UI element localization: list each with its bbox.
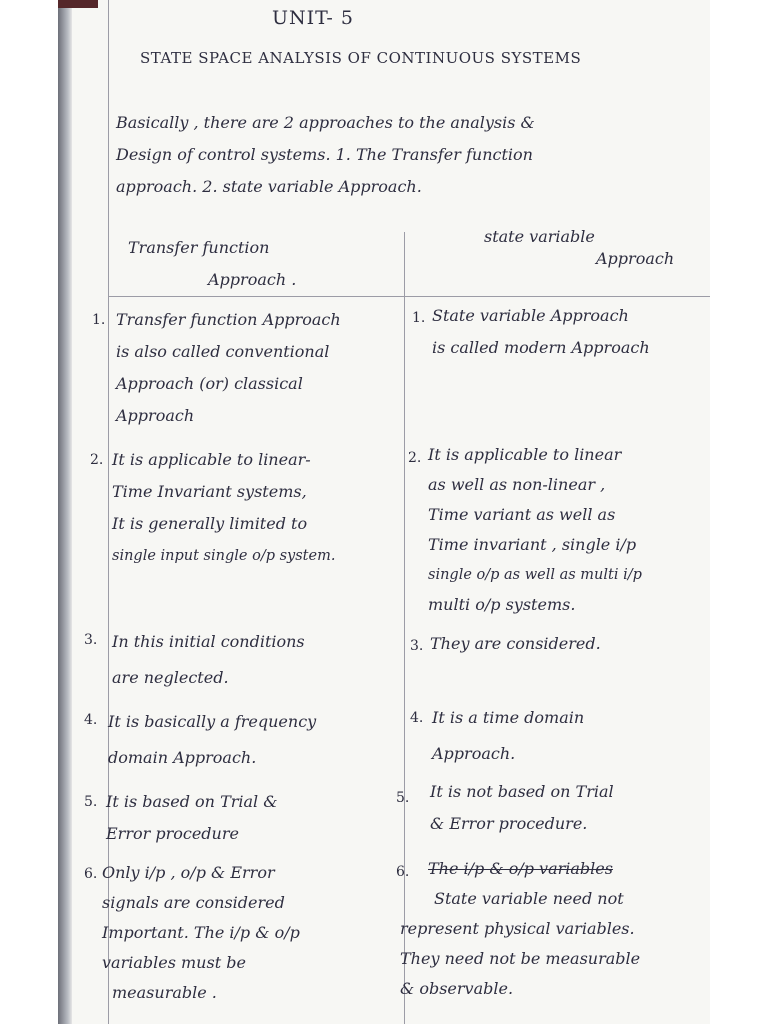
right-cell (430, 776, 614, 840)
intro-line: approach. 2. state variable Approach. (116, 177, 422, 196)
right-cell (432, 300, 650, 364)
intro-line: Design of control systems. 1. The Transfer function (116, 145, 533, 164)
cell-line: single input single o/p system. (112, 548, 336, 564)
page-corner-shadow (58, 0, 98, 8)
cell-line: It is not based on Trial (430, 782, 614, 801)
cell-line: domain Approach. (108, 748, 257, 767)
right-cell (428, 440, 642, 620)
cell-line: It is a time domain (432, 708, 585, 727)
cell-line: State variable need not (434, 889, 624, 908)
cell-line: is called modern Approach (432, 338, 650, 357)
row-number: 6. (84, 866, 98, 882)
right-cell (400, 854, 640, 1004)
cell-line: Approach (or) classical (116, 374, 303, 393)
cell-line: & Error procedure. (430, 814, 588, 833)
row-number: 4. (410, 710, 424, 726)
intro-paragraph (116, 106, 535, 202)
row-number: 2. (408, 450, 422, 466)
cell-line: & observable. (400, 979, 514, 998)
cell-line: Error procedure (106, 824, 239, 843)
row-number: 5. (396, 790, 410, 806)
cell-line: Important. The i/p & o/p (102, 923, 300, 942)
right-cell (430, 628, 601, 660)
cell-line: measurable . (112, 983, 217, 1002)
cell-line: In this initial conditions (112, 632, 305, 651)
header-line: Approach (596, 249, 675, 268)
row-number: 1. (412, 310, 426, 326)
header-line: Approach . (208, 270, 297, 289)
row-number: 2. (90, 452, 104, 468)
cell-line: Time variant as well as (428, 505, 616, 524)
cell-line: It is basically a frequency (108, 712, 317, 731)
cell-line: It is applicable to linear (428, 445, 622, 464)
left-cell (108, 704, 316, 776)
row-number: 4. (84, 712, 98, 728)
left-cell (116, 304, 341, 432)
cell-line: They need not be measurable (400, 949, 641, 968)
cell-line: They are considered. (430, 634, 601, 653)
cell-line: represent physical variables. (400, 919, 635, 938)
cell-line: It is generally limited to (112, 514, 308, 533)
cell-line: It is applicable to linear- (112, 450, 311, 469)
cell-line: multi o/p systems. (428, 595, 576, 614)
cell-line: is also called conventional (116, 342, 330, 361)
row-number: 6. (396, 864, 410, 880)
row-number: 5. (84, 794, 98, 810)
left-cell (112, 624, 305, 696)
left-cell (106, 786, 277, 850)
cell-line: Approach. (432, 744, 516, 763)
cell-line: Only i/p , o/p & Error (102, 863, 275, 882)
left-column-header (128, 232, 296, 296)
cell-line: as well as non-linear , (428, 475, 606, 494)
chapter-title: STATE SPACE ANALYSIS OF CONTINUOUS SYSTEMS (140, 49, 582, 67)
header-line: state variable (484, 227, 595, 246)
left-cell (102, 858, 300, 1008)
cell-line: State variable Approach (432, 306, 629, 325)
cell-line: Time invariant , single i/p (428, 535, 637, 554)
cell-line: signals are considered (102, 893, 285, 912)
right-cell (432, 700, 584, 772)
table-header-rule (108, 296, 710, 297)
right-column-header (484, 226, 674, 270)
cell-line: It is based on Trial & (106, 792, 278, 811)
cell-line-struck: The i/p & o/p variables (428, 859, 613, 878)
left-cell (112, 444, 335, 572)
unit-title: UNIT- 5 (272, 7, 354, 29)
cell-line: Transfer function Approach (116, 310, 341, 329)
row-number: 3. (410, 638, 424, 654)
row-number: 3. (84, 632, 98, 648)
cell-line: Approach (116, 406, 195, 425)
header-line: Transfer function (128, 238, 270, 257)
cell-line: are neglected. (112, 668, 229, 687)
intro-line: Basically , there are 2 approaches to the analysis & (116, 113, 535, 132)
cell-line: variables must be (102, 953, 246, 972)
page-binding-edge (58, 0, 72, 1024)
cell-line: Time Invariant systems, (112, 482, 307, 501)
cell-line: single o/p as well as multi i/p (428, 567, 642, 583)
row-number: 1. (92, 312, 106, 328)
